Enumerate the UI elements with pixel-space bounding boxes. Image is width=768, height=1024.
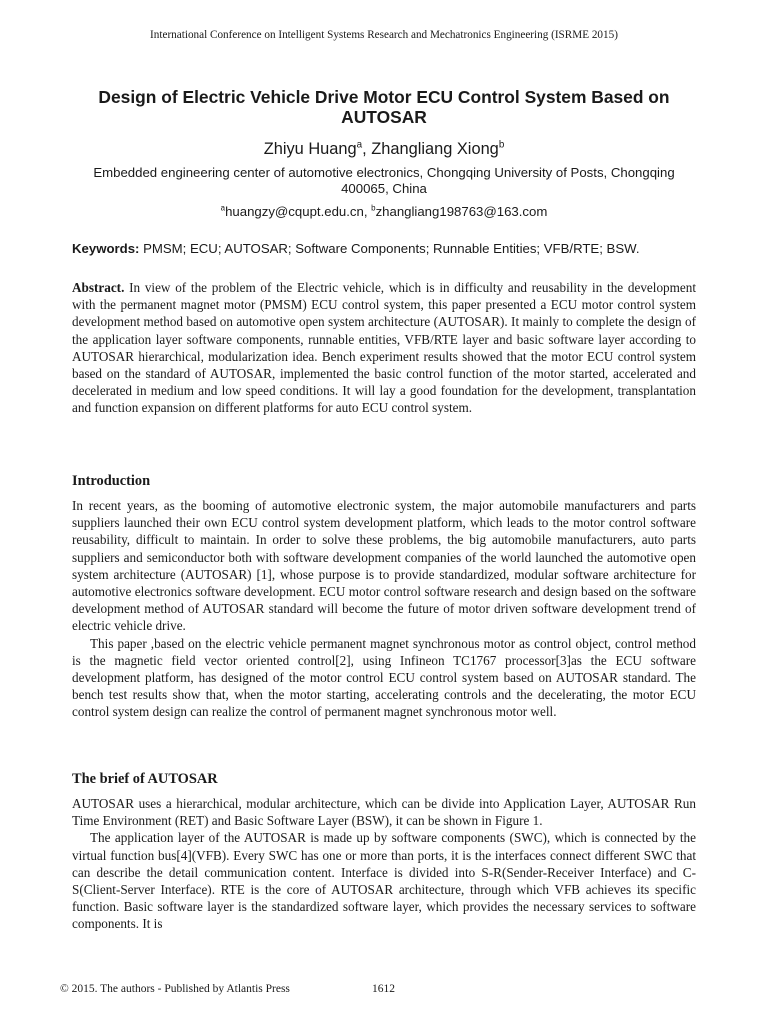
introduction-section bbox=[72, 497, 696, 721]
abstract-label: Abstract. bbox=[72, 280, 125, 295]
author-affiliation-mark: b bbox=[498, 139, 505, 151]
author-separator: , bbox=[362, 140, 372, 158]
title-line-2: AUTOSAR bbox=[341, 107, 427, 127]
abstract-text: In view of the problem of the Electric vehicle, which is in difficulty and reusability in the development with the permanent magnet motor (PMSM) ECU control system, this paper presented a ECU motor control system development method based on automotive open system architecture (AUTOSAR). It mainly to complete the design of the application layer software components, runnable entities, VFB/RTE layer and basic software layer according to AUTOSAR hierarchical, modularization idea. Bench experiment results showed that the motor ECU control system based on the standard of AUTOSAR, implemented the basic control function of the motor started, accelerated and decelerated in medium and low speed conditions. It will lay a good foundation for the development, transplantation and function expansion on different platforms for auto ECU control system. bbox=[72, 280, 696, 416]
email-separator: , bbox=[363, 204, 372, 219]
email-address: zhangliang198763@163.com bbox=[375, 204, 548, 219]
section-heading-introduction: Introduction bbox=[72, 473, 151, 489]
author-emails bbox=[0, 204, 768, 219]
author-name: Zhiyu Huang bbox=[263, 140, 357, 158]
footer-copyright: © 2015. The authors - Published by Atlantis Press bbox=[60, 983, 290, 995]
keywords-label: Keywords: bbox=[72, 241, 140, 256]
autosar-paragraph-2: The application layer of the AUTOSAR is made up by software components (SWC), which is connected by the virtual function bus[4](VFB). Every SWC has one or more than ports, it is the interfaces connect different SWC that can describe the detail communication content. Interface is divided into S-R(Sender-Receiver Interface) and C-S(Client-Server Interface). RTE is the core of AUTOSAR architecture, through which VFB achieves its specific function. Basic software layer is the standardized software layer, which provides the necessary services to software components. It is bbox=[72, 830, 696, 932]
email-address: huangzy@cqupt.edu.cn bbox=[225, 204, 364, 219]
introduction-paragraph-1: In recent years, as the booming of automotive electronic system, the major automobile manufacturers and parts suppliers launched their own ECU control system development platform, which leads to the motor control software reusability, difficult to maintain. In order to solve these problems, the big automobile manufacturers, auto parts suppliers and semiconductor both with software development companies of the world launched the automotive open system architecture (AUTOSAR) [1], whose purpose is to provide standardized, modular software architecture for automotive electronics software development. ECU motor control software research and design based on the software development method of AUTOSAR standard will become the future of motor driven software development trend of electric vehicle drive. bbox=[72, 498, 696, 634]
title-line-1: Design of Electric Vehicle Drive Motor ECU Control System Based on bbox=[98, 87, 670, 107]
keywords-line bbox=[72, 241, 702, 256]
autosar-paragraph-1: AUTOSAR uses a hierarchical, modular architecture, which can be divide into Application Layer, AUTOSAR Run Time Environment (RET) and Basic Software Layer (BSW), it can be shown in Figure 1. bbox=[72, 796, 696, 829]
email-mark: b bbox=[371, 203, 376, 213]
conference-header: International Conference on Intelligent Systems Research and Mechatronics Engineering (ISRME 2015) bbox=[150, 29, 618, 41]
abstract-paragraph bbox=[72, 279, 696, 417]
author-name: Zhangliang Xiong bbox=[371, 140, 499, 158]
page-number: 1612 bbox=[372, 983, 395, 995]
author-list bbox=[0, 140, 768, 159]
author-affiliation: Embedded engineering center of automotive electronics, Chongqing University of Posts, Chongqing 400065, China bbox=[93, 165, 675, 196]
author-affiliation-mark: a bbox=[356, 139, 363, 151]
paper-title bbox=[60, 87, 708, 127]
abstract-section bbox=[72, 279, 696, 417]
email-mark: a bbox=[220, 203, 226, 213]
keywords-text: PMSM; ECU; AUTOSAR; Software Components; Runnable Entities; VFB/RTE; BSW. bbox=[139, 241, 640, 256]
section-heading-autosar: The brief of AUTOSAR bbox=[72, 771, 218, 787]
introduction-paragraph-2: This paper ,based on the electric vehicle permanent magnet synchronous motor as control object, control method is the magnetic field vector oriented control[2], using Infineon TC1767 processor[3]as the ECU software development platform, has designed of the motor control ECU control system based on AUTOSAR standard. The bench test results show that, when the motor starting, accelerating controls and the decelerating, the motor ECU control system design can realize the control of permanent magnet synchronous motor well. bbox=[72, 635, 696, 720]
autosar-section bbox=[72, 795, 696, 933]
